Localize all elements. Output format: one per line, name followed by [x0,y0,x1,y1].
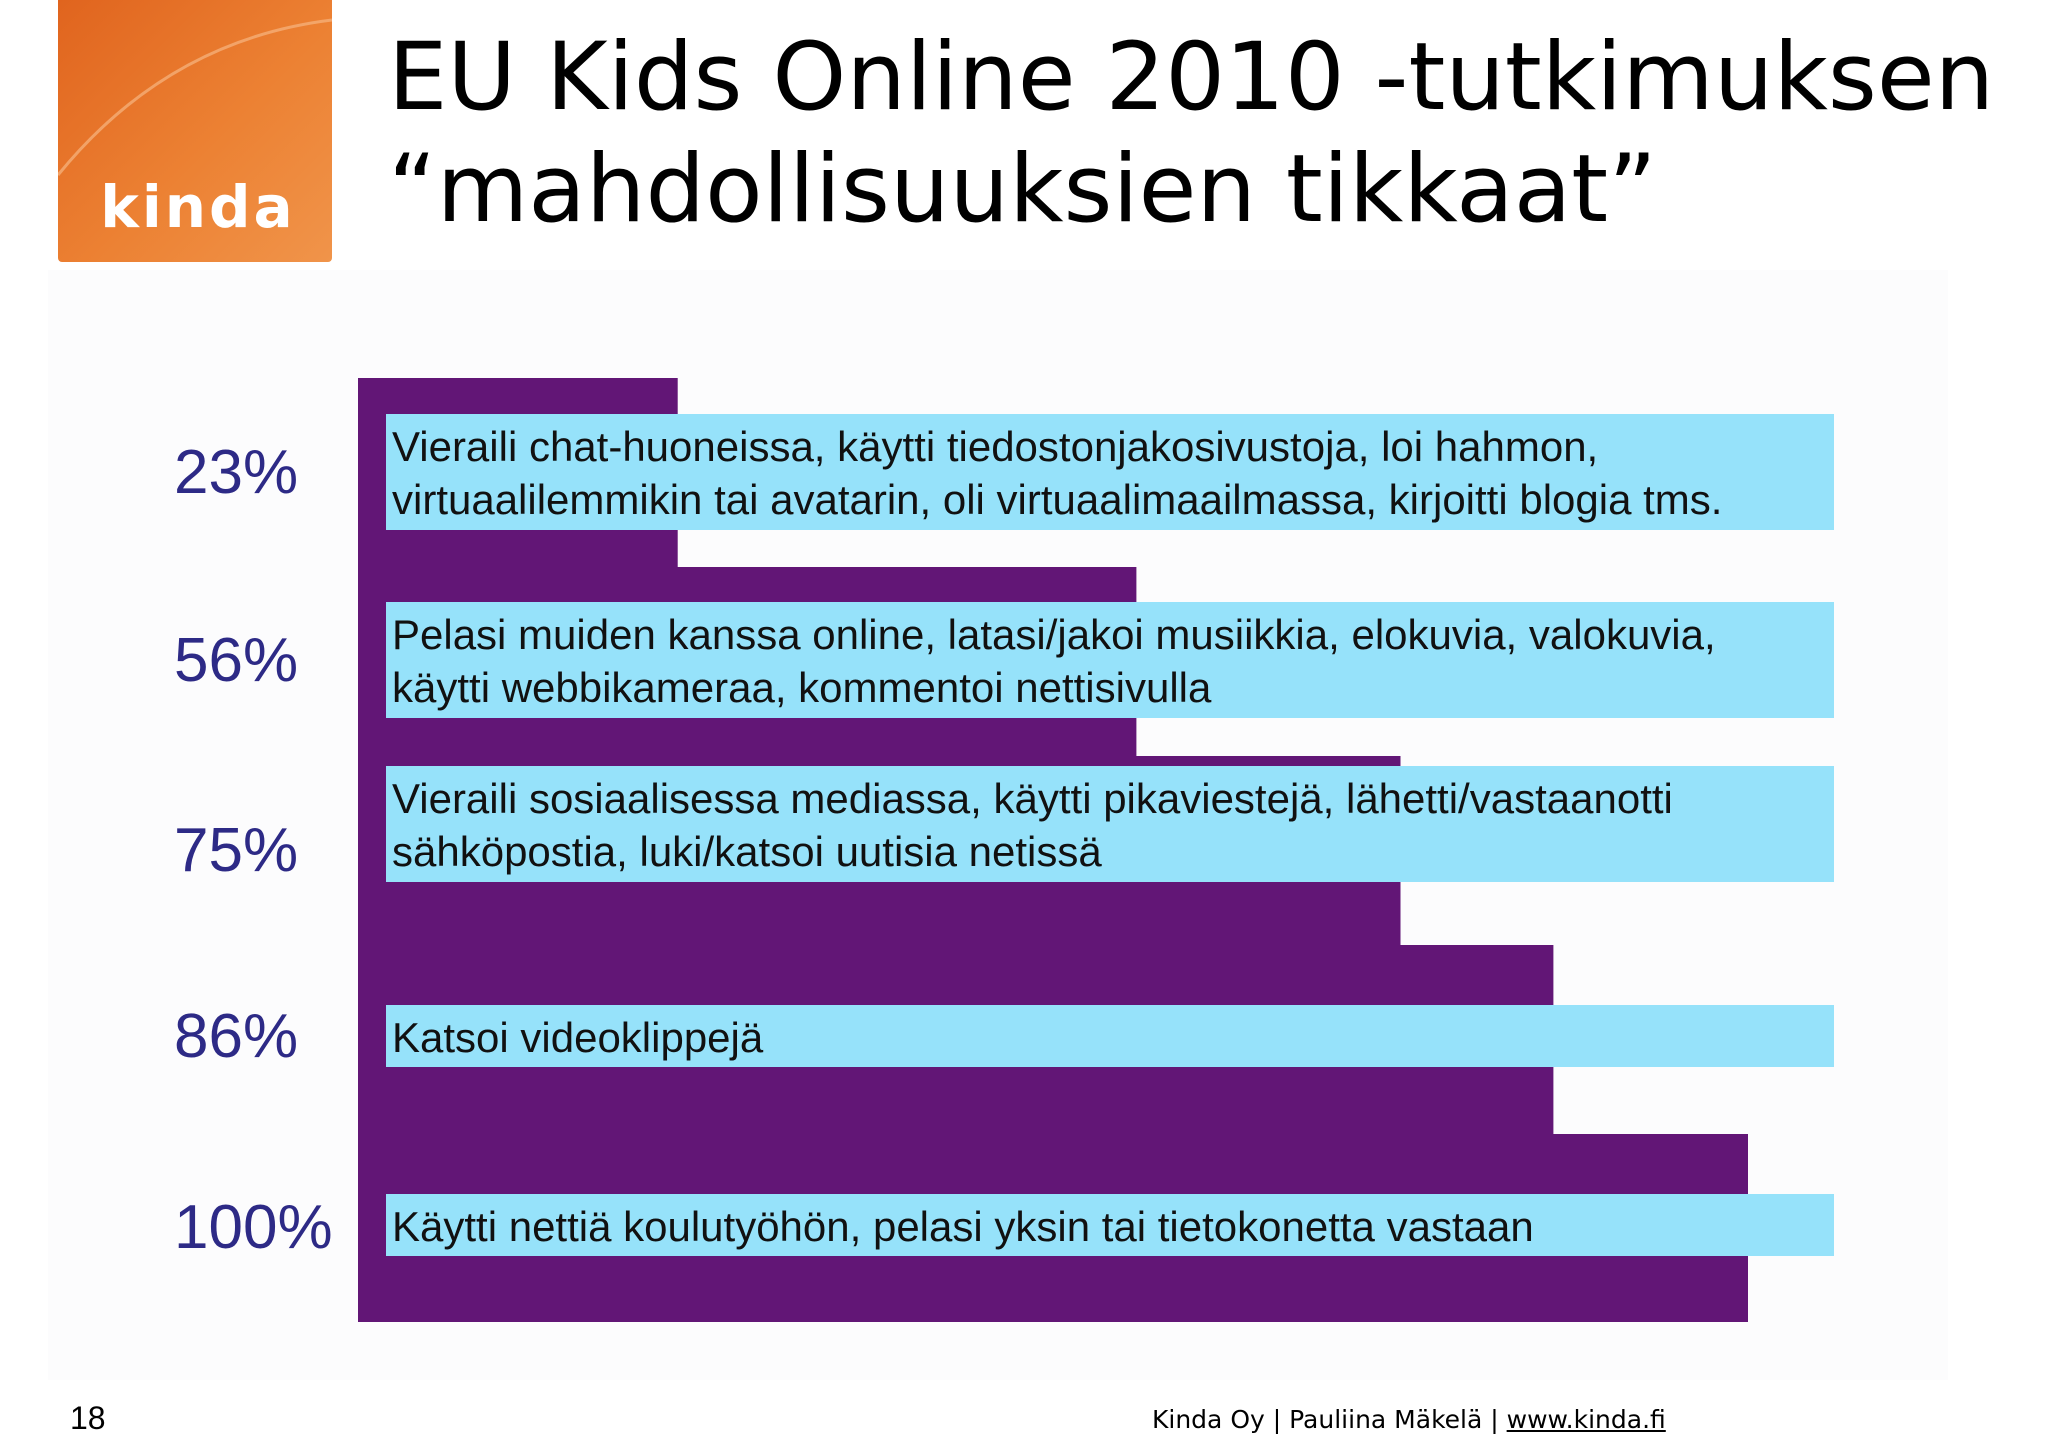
percent-label: 86% [174,1002,299,1071]
category-label-box [386,414,1834,530]
footer-website-link[interactable]: www.kinda.fi [1506,1405,1666,1434]
percent-label: 56% [174,626,299,695]
footer-credit-text: Kinda Oy | Pauliina Mäkelä | [1152,1405,1507,1434]
category-label-box [386,602,1834,718]
title-line-1: EU Kids Online 2010 -tutkimuksen [388,23,1995,132]
logo-text: kinda [100,173,296,241]
category-label-line: Pelasi muiden kanssa online, latasi/jakoi musiikkia, elokuvia, valokuvia, [392,611,1716,658]
category-label-line: käytti webbikameraa, kommentoi nettisivulla [392,664,1212,711]
percent-label: 100% [174,1193,333,1262]
category-label-line: Katsoi videoklippejä [392,1014,764,1061]
page-number: 18 [70,1400,106,1436]
category-label-line: Vieraili chat-huoneissa, käytti tiedostonjakosivustoja, loi hahmon, [392,423,1599,470]
percent-label: 75% [174,816,299,885]
footer-credit [1152,1405,1666,1434]
category-label-line: virtuaalilemmikin tai avatarin, oli virtuaalimaailmassa, kirjoitti blogia tms. [392,476,1723,523]
category-label-line: sähköpostia, luki/katsoi uutisia netissä [392,828,1102,875]
category-label-box [386,1194,1834,1256]
category-label-line: Vieraili sosiaalisessa mediassa, käytti pikaviestejä, lähetti/vastaanotti [392,775,1673,822]
percent-label: 23% [174,438,299,507]
category-label-box [386,1005,1834,1067]
category-label-line: Käytti nettiä koulutyöhön, pelasi yksin tai tietokonetta vastaan [392,1203,1534,1250]
category-label-box [386,766,1834,882]
title-line-2: “mahdollisuuksien tikkaat” [388,135,1657,244]
